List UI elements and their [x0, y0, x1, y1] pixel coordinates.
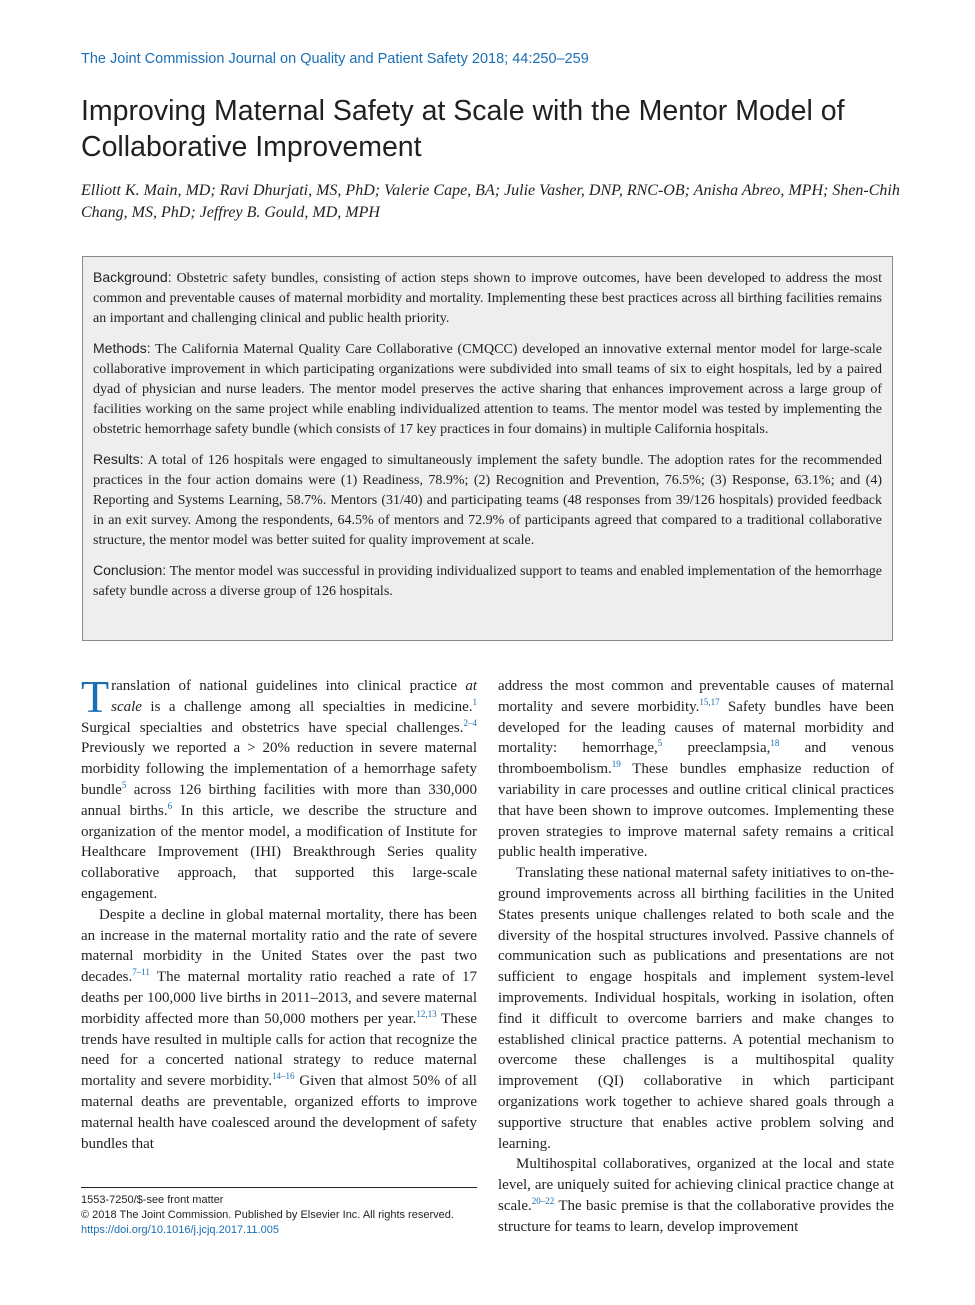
body-text: ranslation of national guidelines into clinical practice [111, 678, 466, 694]
body-paragraph-2 [81, 905, 477, 1155]
body-column-left [81, 671, 478, 1154]
abstract-background [93, 267, 882, 329]
citation-ref[interactable]: 5 [657, 738, 663, 749]
body-text: Previously we reported a > 20% reduction in severe maternal morbidity following the implementation of a hemorrhage safety bundle [81, 740, 477, 798]
abstract-conclusion [93, 560, 882, 602]
body-paragraph-3 [498, 676, 894, 863]
citation-ref[interactable]: 20–22 [531, 1195, 555, 1206]
issn-line: 1553-7250/$-see front matter [81, 1194, 224, 1206]
body-text: In this article, we describe the structure and organization of the mentor model, a modification of Institute for Healthcare Improvement (IHI) Breakthrough Series quality collaborative approach, that supported this large-scale engagement. [81, 802, 478, 902]
journal-citation: The Joint Commission Journal on Quality and Patient Safety 2018; 44:250–259 [81, 51, 589, 67]
body-column-right [498, 676, 894, 1238]
citation-ref[interactable]: 15,17 [699, 696, 720, 707]
body-text: is a challenge among all specialties in medicine. [141, 698, 473, 715]
body-paragraph-1 [81, 671, 478, 905]
body-text: Safety bundles have been developed for the leading causes of maternal morbidity and mortality: hemorrhage, [498, 698, 894, 757]
body-text: Despite a decline in global maternal mortality, there has been an increase in the maternal mortality ratio and the rate of severe maternal morbidity in the United States over the past two decades. [81, 906, 477, 986]
citation-ref[interactable]: 5 [121, 779, 127, 790]
body-text: The maternal mortality ratio reached a rate of 17 deaths per 100,000 live births in 2011–2013, and severe maternal morbidity affected more than 50,000 mothers per year. [81, 969, 477, 1027]
citation-ref[interactable]: 1 [472, 696, 477, 707]
body-text: and venous thromboembolism. [498, 740, 895, 778]
author-list: Elliott K. Main, MD; Ravi Dhurjati, MS, PhD; Valerie Cape, BA; Julie Vasher, DNP, RNC-OB; Anisha Abreo, MPH; Shen-Chih Chang, MS, PhD; Jeffrey B. Gould, MD, MPH [81, 182, 900, 221]
abstract-methods-text: The California Maternal Quality Care Collaborative (CMQCC) developed an innovative external mentor model for large-scale collaborative improvement in which participating organizations were subdivided into small teams of six to eight hospitals, led by a paired dyad of physician and nurse leaders. The mentor model preserves the active sharing that enhances improvement across a large group of facilities working on the same project while enabling individualized attention to teams. The mentor model was tested by implementing the obstetric hemorrhage safety bundle (which consists of 17 key practices in four domains) in multiple California hospitals. [93, 342, 883, 437]
body-text: The basic premise is that the collaborative provides the structure for teams to learn, develop improvement [498, 1197, 894, 1235]
body-text: Surgical specialties and obstetrics have special challenges. [81, 719, 464, 736]
body-text: across 126 birthing facilities with more than 330,000 annual births. [81, 781, 477, 819]
copyright-line: © 2018 The Joint Commission. Published by Elsevier Inc. All rights reserved. [81, 1209, 454, 1221]
footnotes [81, 1193, 477, 1238]
abstract-conclusion-text: The mentor model was successful in providing individualized support to teams and enabled implementation of the hemorrhage safety bundle across a diverse group of 126 hospitals. [93, 564, 882, 599]
body-text: These bundles emphasize reduction of variability in care processes and outline critical clinical practices that have been shown to improve outcomes. Implementing these proven strategies to improve maternal safety remains a critical public health imperative. [498, 761, 894, 861]
abstract-results [93, 449, 882, 551]
abstract-methods-label: Methods: [93, 340, 151, 356]
emphasis-text: at scale [111, 678, 477, 715]
abstract-results-label: Results: [93, 451, 144, 467]
citation-ref[interactable]: 14–16 [272, 1071, 295, 1082]
citation-ref[interactable]: 18 [770, 738, 780, 749]
body-text: Multihospital collaboratives, organized at the local and state level, are uniquely suited for achieving clinical practice change at scale. [498, 1156, 894, 1214]
abstract-background-text: Obstetric safety bundles, consisting of action steps shown to improve outcomes, have been developed to address the most common and preventable causes of maternal morbidity and mortality. Implementing these best practices across all birthing facilities remains an important and challenging clinical and public health priority. [93, 271, 882, 326]
citation-ref[interactable]: 6 [167, 800, 173, 811]
body-text: These trends have resulted in multiple calls for action that recognize the need for a concerted national strategy to reduce maternal mortality and severe morbidity. [81, 1010, 478, 1090]
body-text: Translating these national maternal safety initiatives to on-the-ground improvements across all birthing facilities in the United States presents unique challenges related to both scale and the diversity of the hospital structures involved. Passive channels of communication such as publications and presentations are not sufficient to engage hospitals and implement system-level improvements. Individual hospitals, working in isolation, often find it difficult to overcome barriers and make changes to established clinical practice patterns. A potential mechanism to overcome these challenges is a multihospital quality improvement (QI) collaborative in which participant organizations work together to achieve shared goals through a supportive structure that enables active problem solving and learning. [498, 865, 894, 1152]
abstract-results-text: A total of 126 hospitals were engaged to simultaneously implement the safety bundle. The adoption rates for the recommended practices in the four action domains were (1) Readiness, 78.9%; (2) Recognition and Prevention, 76.5%; (3) Response, 63.1%; and (4) Reporting and Systems Learning, 58.7%. Mentors (31/40) and participating teams (48 responses from 39/126 hospitals) provided feedback in an exit survey. Among the respondents, 64.5% of mentors and 72.9% of participants agreed that compared to a traditional collaborative structure, the mentor model was better suited for quality improvement at scale. [93, 453, 882, 548]
abstract-box [82, 256, 893, 641]
body-text: preeclampsia, [662, 740, 771, 757]
citation-ref[interactable]: 7–11 [132, 967, 150, 978]
body-text: Given that almost 50% of all maternal deaths are preventable, organized efforts to improve maternal health have coalesced around the development of safety bundles that [81, 1073, 477, 1152]
body-paragraph-5 [498, 1154, 894, 1237]
drop-cap: T [81, 671, 110, 722]
abstract-background-label: Background: [93, 269, 172, 285]
body-text: address the most common and preventable causes of maternal mortality and severe morbidity. [498, 678, 894, 715]
citation-ref[interactable]: 2–4 [463, 717, 477, 728]
footnote-divider [81, 1187, 477, 1188]
citation-ref[interactable]: 12,13 [416, 1008, 437, 1019]
abstract-conclusion-label: Conclusion: [93, 562, 167, 578]
body-paragraph-4 [498, 863, 894, 1154]
article-title: Improving Maternal Safety at Scale with the Mentor Model of Collaborative Improvement [81, 95, 845, 163]
abstract-methods [93, 338, 882, 440]
citation-ref[interactable]: 19 [611, 759, 621, 770]
doi-link[interactable]: https://doi.org/10.1016/j.jcjq.2017.11.005 [81, 1224, 279, 1236]
